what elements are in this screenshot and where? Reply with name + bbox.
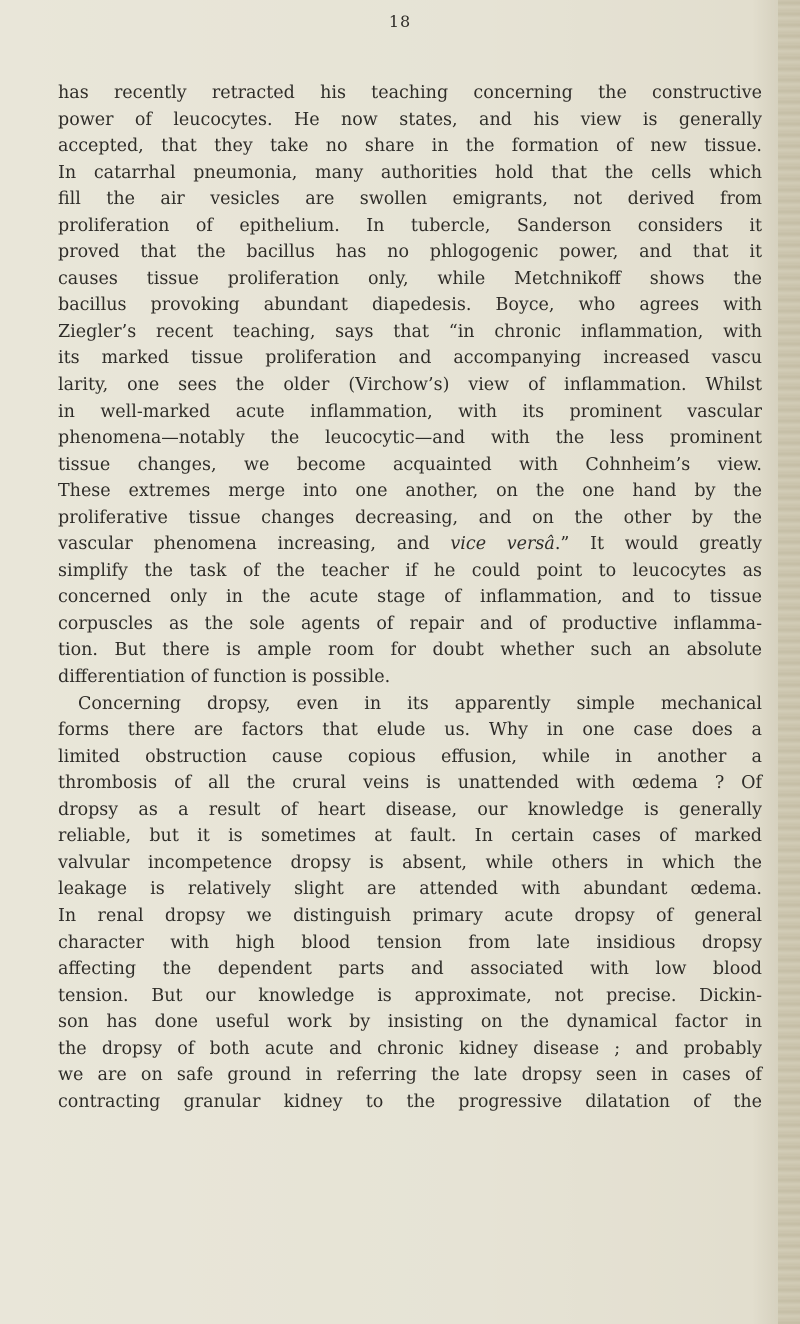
page-edge <box>778 0 800 1324</box>
text-line: phenomena—notably the leucocytic—and with the less prominent <box>58 428 762 449</box>
text-line: larity, one sees the older (Virchow’s) view of inflammation. Whilst <box>58 375 762 396</box>
text-line: In catarrhal pneumonia, many authorities hold that the cells which <box>58 162 762 183</box>
text-line: valvular incompetence dropsy is absent, while others in which the <box>58 852 762 873</box>
text-line: Ziegler’s recent teaching, says that “in chronic inflammation, with <box>58 321 762 342</box>
text-line: reliable, but it is sometimes at fault. In certain cases of marked <box>58 826 762 847</box>
text-line: limited obstruction cause copious effusion, while in another a <box>58 746 762 767</box>
text-line: the dropsy of both acute and chronic kidney disease ; and probably <box>58 1038 762 1059</box>
text-line: forms there are factors that elude us. Why in one case does a <box>58 720 762 741</box>
text-line: simplify the task of the teacher if he could point to leucocytes as <box>58 560 762 581</box>
text-line: causes tissue proliferation only, while Metchnikoff shows the <box>58 268 762 289</box>
text-line: dropsy as a result of heart disease, our knowledge is generally <box>58 799 762 820</box>
body-text <box>58 80 762 1115</box>
italic-phrase: vice versâ <box>450 534 555 555</box>
text-line: tissue changes, we become acquainted with Cohnheim’s view. <box>58 454 762 475</box>
text-line: vascular phenomena increasing, and vice versâ.” It would greatly <box>58 534 762 555</box>
text-line: Concerning dropsy, even in its apparently simple mechanical <box>78 693 762 714</box>
text-line: differentiation of function is possible. <box>58 667 391 688</box>
text-line: leakage is relatively slight are attended with abundant œdema. <box>58 879 762 900</box>
text-line: power of leucocytes. He now states, and his view is generally <box>58 109 762 130</box>
text-line: corpuscles as the sole agents of repair and of productive inflamma- <box>58 613 762 634</box>
text-line: in well-marked acute inflammation, with its prominent vascular <box>58 401 762 422</box>
page-number: 18 <box>388 12 412 31</box>
text-line: In renal dropsy we distinguish primary acute dropsy of general <box>58 905 762 926</box>
text-line: bacillus provoking abundant diapedesis. Boyce, who agrees with <box>58 295 762 316</box>
text-line: contracting granular kidney to the progressive dilatation of the <box>58 1091 762 1112</box>
text-line: affecting the dependent parts and associated with low blood <box>58 959 762 980</box>
text-line: character with high blood tension from late insidious dropsy <box>58 932 762 953</box>
text-line: concerned only in the acute stage of inflammation, and to tissue <box>58 587 762 608</box>
text-line: tion. But there is ample room for doubt whether such an absolute <box>58 640 762 661</box>
text-line: has recently retracted his teaching concerning the constructive <box>58 83 762 103</box>
text-line: son has done useful work by insisting on the dynamical factor in <box>58 1012 762 1033</box>
text-line: proliferative tissue changes decreasing, and on the other by the <box>58 507 762 528</box>
text-line: proved that the bacillus has no phlogogenic power, and that it <box>58 242 762 263</box>
text-line: we are on safe ground in referring the late dropsy seen in cases of <box>58 1065 762 1086</box>
text-line: its marked tissue proliferation and accompanying increased vascu <box>58 348 762 369</box>
text-line: fill the air vesicles are swollen emigrants, not derived from <box>58 189 762 210</box>
text-line: accepted, that they take no share in the formation of new tissue. <box>58 136 762 157</box>
text-line: tension. But our knowledge is approximate, not precise. Dickin- <box>58 985 762 1006</box>
text-line: thrombosis of all the crural veins is unattended with œdema ? Of <box>58 773 762 794</box>
text-line: proliferation of epithelium. In tubercle, Sanderson considers it <box>58 215 762 236</box>
text-line: These extremes merge into one another, on the one hand by the <box>58 481 762 502</box>
